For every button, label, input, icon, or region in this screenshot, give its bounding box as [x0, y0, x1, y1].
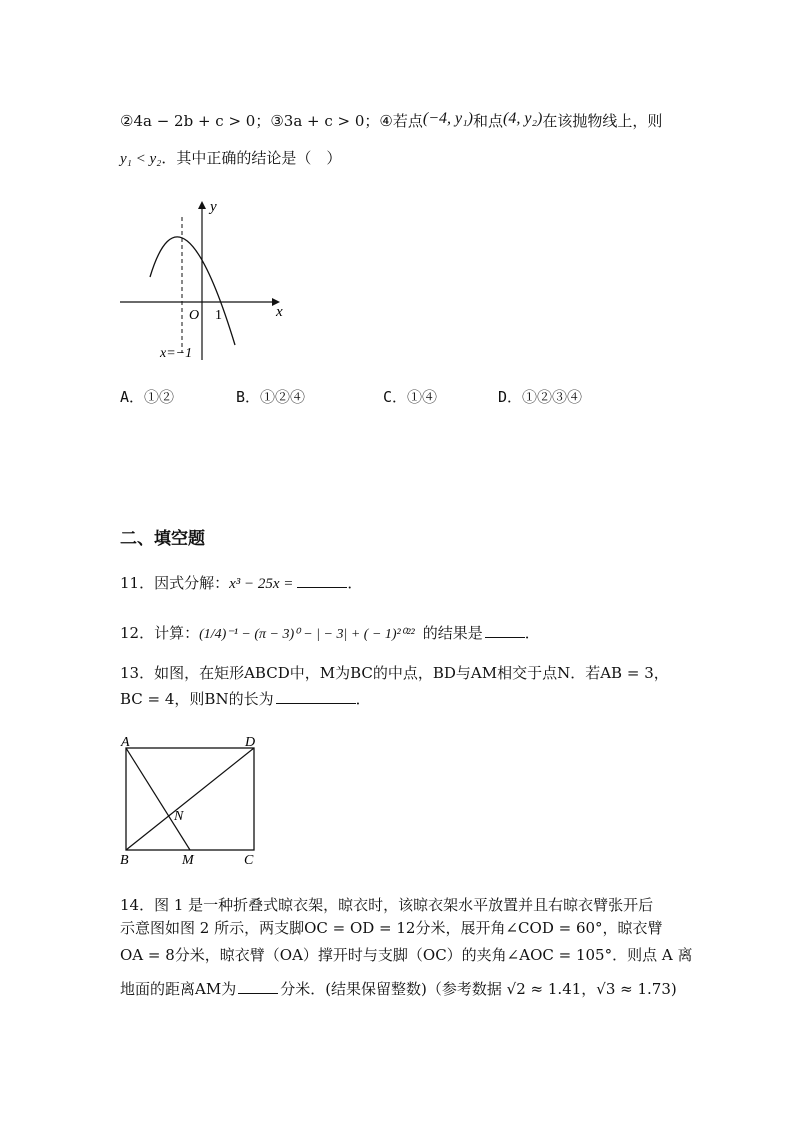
- q12-expression: (1/4)⁻¹ − (π − 3)⁰ − | − 3| + ( − 1)²⁰²²: [199, 627, 415, 642]
- q10-point2: (4, y₂): [503, 110, 543, 127]
- q12: [120, 622, 540, 646]
- q14-line4-end: 分米．(结果保留整数)（参考数据 √2 ≈ 1.41，√3 ≈ 1.73): [280, 980, 677, 998]
- q14-line1: 14．图 1 是一种折叠式晾衣架，晾衣时，该晾衣架水平放置并且右晾衣臂张开后: [120, 896, 654, 914]
- parabola-curve: [150, 237, 235, 345]
- tick-one-label: 1: [215, 308, 222, 323]
- q12-suffix: 的结果是: [422, 624, 483, 642]
- q10-inequality: y₁ < y₂: [120, 151, 162, 167]
- q11-prefix: 11．因式分解：: [120, 574, 230, 592]
- q10-and-text: 和点: [473, 112, 504, 130]
- q11-suffix: ．: [347, 574, 363, 592]
- label-d: D: [245, 735, 256, 750]
- rectangle-figure: [112, 730, 272, 868]
- q13-line2-start: BC = 4，则BN的长为: [120, 690, 274, 708]
- label-b: B: [120, 853, 129, 868]
- q12-answer-blank[interactable]: [485, 623, 525, 638]
- q14-answer-blank[interactable]: [238, 979, 278, 994]
- option-d: D．①②③④: [498, 388, 583, 406]
- q11-answer-blank[interactable]: [297, 573, 347, 588]
- q10-line2: [120, 147, 341, 170]
- segment-bd: [126, 748, 254, 850]
- origin-label: O: [189, 308, 200, 323]
- q13-line2-end: ．: [355, 690, 371, 708]
- y-axis-arrow: [198, 201, 206, 209]
- parabola-graph: [110, 195, 300, 370]
- segment-am: [126, 748, 190, 850]
- label-c: C: [244, 853, 254, 868]
- q13-line2: [120, 688, 371, 710]
- q14-line4: [120, 978, 677, 1000]
- q14-line2: 示意图如图 2 所示，两支脚OC = OD = 12分米，展开角∠COD = 60°，晾衣臂: [120, 919, 663, 937]
- label-n: N: [174, 809, 184, 824]
- q10-line1-end: 在该抛物线上，则: [542, 112, 663, 130]
- option-b: B．①②④: [236, 388, 306, 406]
- q10-conditions: ②4a − 2b + c > 0；③3a + c > 0；④若点: [120, 112, 423, 130]
- q13-line1: 13．如图，在矩形ABCD中，M为BC的中点，BD与AM相交于点N．若AB = 3，: [120, 664, 669, 682]
- q10-point1: (−4, y₁): [422, 110, 473, 127]
- option-a: A．①②: [120, 388, 175, 406]
- q12-prefix: 12．计算：: [120, 624, 200, 642]
- section-title: 二、填空题: [120, 529, 205, 549]
- y-axis-label: y: [210, 199, 217, 215]
- symmetry-axis-label: x=−1: [160, 346, 193, 361]
- q14-line4-start: 地面的距离AM为: [120, 980, 237, 998]
- q10-question-text: ．其中正确的结论是（ ）: [161, 149, 342, 167]
- q14-line3: OA = 8分米，晾衣臂（OA）撑开时与支脚（OC）的夹角∠AOC = 105°．则点 A 离: [120, 946, 693, 964]
- label-a: A: [121, 735, 130, 750]
- q12-end: ．: [524, 624, 540, 642]
- q11-expression: x³ − 25x =: [229, 576, 294, 592]
- q13-answer-blank[interactable]: [276, 689, 356, 704]
- label-m: M: [182, 853, 194, 868]
- x-axis-label: x: [276, 304, 283, 320]
- q11: [120, 572, 362, 595]
- q10-line1: [120, 108, 662, 132]
- option-c: C．①④: [383, 388, 438, 406]
